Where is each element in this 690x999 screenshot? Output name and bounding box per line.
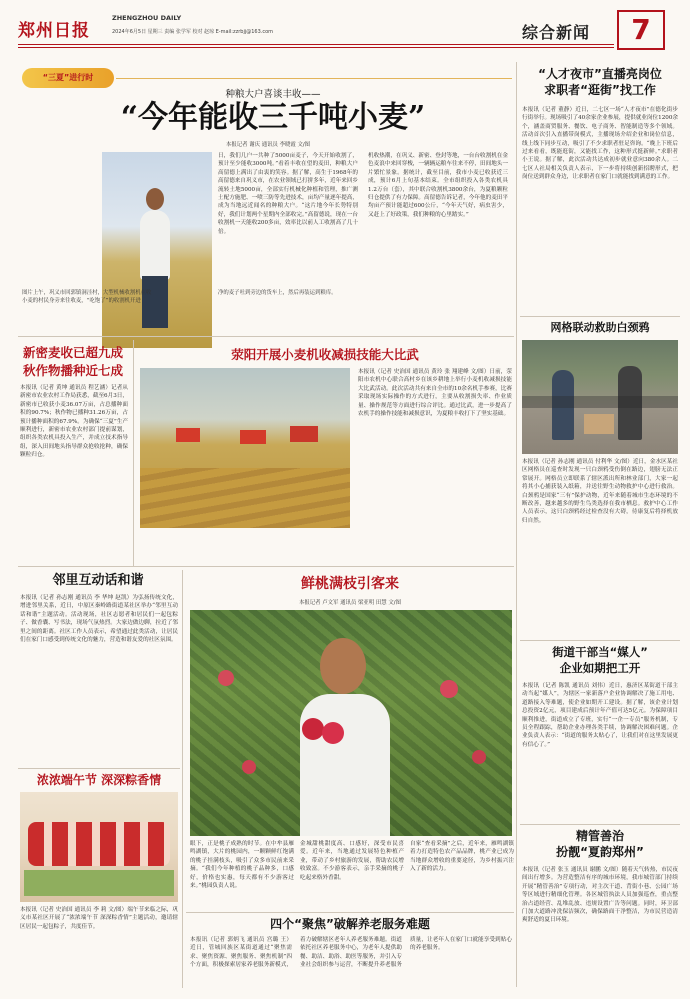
farmer-head bbox=[146, 188, 164, 210]
summer-title-2: 扮靓“夏韵郑州” bbox=[556, 845, 644, 859]
harvester-2 bbox=[240, 430, 266, 444]
masthead-date-line: 2024年6月5日 星期三 责编 张学军 校对 赵琼 E-mail:zzrbjj@163.com bbox=[112, 29, 274, 35]
peach-right-1 bbox=[440, 680, 458, 698]
peach-held-1 bbox=[302, 718, 324, 740]
photo-cars bbox=[522, 396, 678, 408]
farmer-figure bbox=[140, 210, 170, 280]
column-divider-right bbox=[516, 62, 517, 987]
section-title: 综合新闻 bbox=[522, 23, 591, 42]
xingyang-title: 荥阳开展小麦机收减损技能大比武 bbox=[231, 347, 419, 362]
lead-title: “今年能收三千吨小麦” bbox=[120, 100, 426, 135]
crow-rescue-body: 本报讯（记者 孙志刚 通讯员 付利华 文/图）近日，金水区某社区网格员在巡查时发现一只白颈鸦受伤倒在路边，翅膀无法正常展开。网格员立即联系了辖区派出所和林业部门，大家一起将其小心捕获装入纸箱，并送往野生动物救护中心进行救治。白颈鸦是国家“三有”保护动物，近年来随着城市生态环境的不断改善，越来越多的野生鸟类选择在我市栖息。救护中心工作人员表示，这只白颈鸦经过检查没有大碍，待康复后将择机放归自然。 bbox=[522, 459, 678, 524]
peach-grower-head bbox=[320, 638, 366, 694]
peach-col3: 自家“查看采摘”之后，近年来，雁鸣湖镇着力打造特色农产品品牌，桃产业已成为当地群众增收的重要途径，为乡村振兴注入了新的活力。 bbox=[410, 841, 514, 873]
duanwu-table bbox=[24, 870, 174, 896]
harvester-3 bbox=[290, 426, 318, 442]
duanwu-people bbox=[28, 822, 170, 866]
peach-byline: 本报记者 卢文军 通讯员 梁亚明 田慧 文/图 bbox=[298, 600, 402, 606]
mid-rule bbox=[18, 566, 514, 567]
wheat-stripes bbox=[140, 468, 350, 528]
peach-held-2 bbox=[322, 722, 344, 744]
harvester-1 bbox=[176, 428, 200, 442]
duanwu-title: 浓浓端午节 深深粽香情 bbox=[36, 773, 162, 787]
linli-body: 本报讯（记者 孙志刚 通讯员 李 华坤 赵凯）为弘扬传统文化，增进邻里关系，近日，中原区秦岭路街道某社区举办“邻里互动话和谐”主题活动。活动现场，社区志愿者和居民们一起包粽子、做香囊、写书法，现场气氛热烈。大家边做边聊，拉近了邻里之间的距离。社区工作人员表示，希望通过此类活动，让居民们在家门口感受到传统文化的魅力，营造和谐友爱的社区氛围。 bbox=[20, 595, 178, 644]
lead-col2: 机收热潮，在巩义、新密、登封等地，一台台收割机在金色麦浪中来回穿梭，一辆辆运粮车往来不停，田间地头一片繁忙景象。据统计，截至目前，我市小麦已收获近三成，预计6月上旬基本结束。全市组织投入各类农机具1.2万台（套），其中联合收割机3800余台，为夏粮颗粒归仓提供了有力保障。高留德告诉记者，今年他的麦田平均亩产预计能超过600公斤，“今年天气好，病虫害少，又赶上了好政策，我们种粮的心里踏实。” bbox=[368, 153, 508, 218]
masthead-pinyin: ZHENGZHOU DAILY bbox=[112, 14, 182, 22]
xingyang-body: 本报讯（记者 史治国 通讯员 黄玲 张 翔建峰 文/图）日前，荥阳市农机中心联合高村乡在该乡耕地上举行小麦机收减损技能大比武活动。此次活动共有来自全市的10余名机手参赛，比赛采取现场实际操作的方式进行，主要从收割损失率、作业质量、操作规范等方面进行综合评比。通过比武，进一步提高了农机手的操作技能和减损意识，为夏粮丰收打下了坚实基础。 bbox=[358, 369, 512, 418]
masthead-rule bbox=[18, 44, 614, 45]
elderly-care-title: 四个“聚焦”破解养老服务难题 bbox=[270, 917, 430, 931]
linli-bottom-rule bbox=[18, 768, 180, 769]
lead-badge-label: “三夏”进行时 bbox=[42, 73, 94, 82]
matchmaker-title-2: 企业如期把工开 bbox=[559, 661, 641, 675]
summer-title-1: 精管善治 bbox=[575, 829, 624, 843]
matchmaker-body: 本报讯（记者 陈凯 通讯员 刘伟）近日，惠济区某街道干部主动当起“媒人”，为辖区一家新落户企业协调解决了施工用电、道路接入等难题，使企业如期开工建设。据了解，该企业计划总投资2亿元，项目建成后预计年产值可达5亿元。为保障项目顺利推进，街道成立了专班，实行“一企一专员”服务机制，专员全程跟踪，帮助企业办理各类手续，协调解决困难问题。企业负责人表示：“街道的服务太贴心了，让我们对在这里发展更有信心了。” bbox=[522, 683, 678, 748]
lead-caption-right: 净的麦子吐到旁边的货车上，然后再装运到粮库。 bbox=[218, 290, 337, 296]
peach-left-2 bbox=[242, 760, 256, 774]
summer-body: 本报讯（记者 张玉 通讯员 谢鹏 文/图）随着天气转热，市民夜间出行增多。为营造整洁有序的城市环境，我市城管部门持续开展“精管善治”专项行动，对主次干道、背街小巷、公园广场等区域进行精细化管理。各区城管执法人员加强巡查，重点整治占道经营、乱堆乱放、违规设置广告等问题。同时，环卫部门加大道路冲洗保洁频次，确保路面干净整洁，为市民营造清爽舒适的夏日环境。 bbox=[522, 867, 678, 924]
xinmi-divider bbox=[133, 340, 134, 566]
peach-grower-body bbox=[300, 694, 390, 836]
peach-col1: 眼下，正是桃子成熟的时节。在中牟县雁鸣湖镇，大片的桃园内，一颗颗鲜红饱满的桃子挂满枝头，吸引了众多市民前来采摘。“我们今年种植的桃子品种多，口感好，价格也实惠，每天都有不少游客过来。”桃园负责人说。 bbox=[190, 841, 294, 890]
duanwu-photo bbox=[20, 792, 178, 902]
xingyang-photo-harvesters bbox=[140, 368, 350, 528]
right-column bbox=[520, 62, 680, 990]
peach-col2: 金城甜桃甜度高、口感好，深受市民喜爱。近年来，当地通过发展特色种植产业，带动了乡村旅游的发展，帮助农民增收致富。不少游客表示，亲手采摘的桃子吃起来格外香甜。 bbox=[300, 841, 404, 881]
duanwu-body: 本报讯（记者 史治国 通讯员 李 莉 文/图）端午节来临之际，巩义市某社区开展了“浓浓端午节 深深粽香情”主题活动，邀请辖区居民一起包粽子，共度佳节。 bbox=[20, 907, 178, 930]
talent-night-body: 本报讯（记者 董静）近日，二七区一场“人才夜市”在德化街步行街举行。现场吸引了40余家企业参展，提供就业岗位1200余个，涵盖商贸服务、餐饮、电子商务、智能制造等多个领域。活动首次引入直播带岗模式，主播现场介绍企业和岗位信息，线上线下同步互动，吸引了不少求职者驻足咨询。“晚上下班后过来看看，既能逛街，又能找工作，这种形式挺新鲜。”求职者小王说。据了解，此次活动共达成初步就业意向380余人。二七区人社局相关负责人表示，下一步将持续创新招聘形式，把岗位送到群众身边，让求职者在家门口就能找到满意的工作。 bbox=[522, 107, 678, 181]
peach-title: 鲜桃满枝引客来 bbox=[301, 576, 399, 592]
crow-rescue-photo bbox=[522, 340, 678, 454]
lead-col1: 日，我们几户一共种了5000亩麦子，今天开始收割了，预计至少能收3000吨。”看着丰收在望的麦田，种粮大户高留德上满出了由衷的笑容。据了解，高生于1968年的高留德来自巩义市，在农业领域已打拼多年，近年来回乡流转土地5000亩，全部实行机械化种植和管理，推广测土配方施肥、一喷三防等先进技术，亩均产量逐年提高，成为当地远近闻名的种粮大户。“这片地今年长势特别好，我们计划两个星期内全部收完。”高留德说，现在一台收割机一天能收200多亩，效率比以前人工收割高了几十倍。 bbox=[218, 153, 358, 235]
lead-byline: 本报记者 谢庆 通讯员 李晓霞 文/图 bbox=[225, 142, 311, 148]
xinmi-title-1: 新密麦收已超九成 bbox=[22, 345, 123, 360]
lead-bottom-rule bbox=[18, 336, 514, 337]
right-divider-3 bbox=[520, 824, 680, 825]
peach-photo bbox=[190, 610, 512, 836]
peach-right-2 bbox=[472, 750, 486, 764]
lead-badge bbox=[22, 68, 114, 88]
crow-rescue-title: 网格联动救助白颈鸦 bbox=[550, 321, 650, 334]
masthead-rule-thin bbox=[18, 47, 614, 48]
photo-box bbox=[584, 414, 614, 434]
masthead-logo: 郑州日报 bbox=[18, 21, 90, 41]
right-divider-1 bbox=[520, 316, 680, 317]
linli-title: 邻里互动话和谐 bbox=[52, 573, 144, 588]
matchmaker-title-1: 街道干部当“媒人” bbox=[552, 645, 648, 659]
talent-night-title-2: 求职者“逛街”找工作 bbox=[544, 83, 656, 97]
bottom-rule bbox=[186, 912, 514, 913]
xinmi-body: 本报讯（记者 黄坤 通讯员 程艺涵）记者从新密市农业农村工作局获悉，截至6月3日，新密市已收获小麦36.07万亩，占总播种面积的90.7%；秋作物已播种31.26万亩，占预计播种面积的67.9%。为确保“三夏”生产顺利进行，新密市农业农村部门提前谋划，组织各类农机具投入生产，并成立技术指导组，深入田间地头指导群众抢收抢种，确保颗粒归仓。 bbox=[20, 385, 128, 459]
talent-night-title-1: “人才夜市”直播亮岗位 bbox=[538, 67, 662, 81]
right-divider-2 bbox=[520, 640, 680, 641]
lead-story bbox=[18, 60, 514, 330]
lead-badge-rule bbox=[116, 78, 512, 79]
page-number: 7 bbox=[631, 13, 651, 46]
lead-kicker: 种粮大户喜谈丰收—— bbox=[225, 89, 321, 100]
lead-caption-left: 图片上午，巩义市回郭镇洞洼村，大型机械收割机在收小麦的村民身旁来往收麦，“吃饱了”的收割机开进 bbox=[22, 290, 152, 304]
peach-left-1 bbox=[218, 670, 234, 686]
page-number-box bbox=[617, 10, 665, 50]
left-lower-divider bbox=[182, 570, 183, 988]
xinmi-title-2: 秋作物播种近七成 bbox=[22, 363, 123, 378]
elderly-care-body: 本报讯（记者 郭炳飞 通讯员 宫璐 王）近日，管城回族区某街道通过“聚焦需求、聚焦资源、聚焦服务、聚焦机制”四个方面，积极探索居家养老服务新模式，着力破解辖区老年人养老服务难题。街道依托社区养老服务中心，为老年人提供助餐、助洁、助浴、助医等服务，并引入专业社会组织参与运营，不断提升养老服务质量，让老年人在家门口就能享受到贴心的养老服务。 bbox=[190, 937, 512, 969]
